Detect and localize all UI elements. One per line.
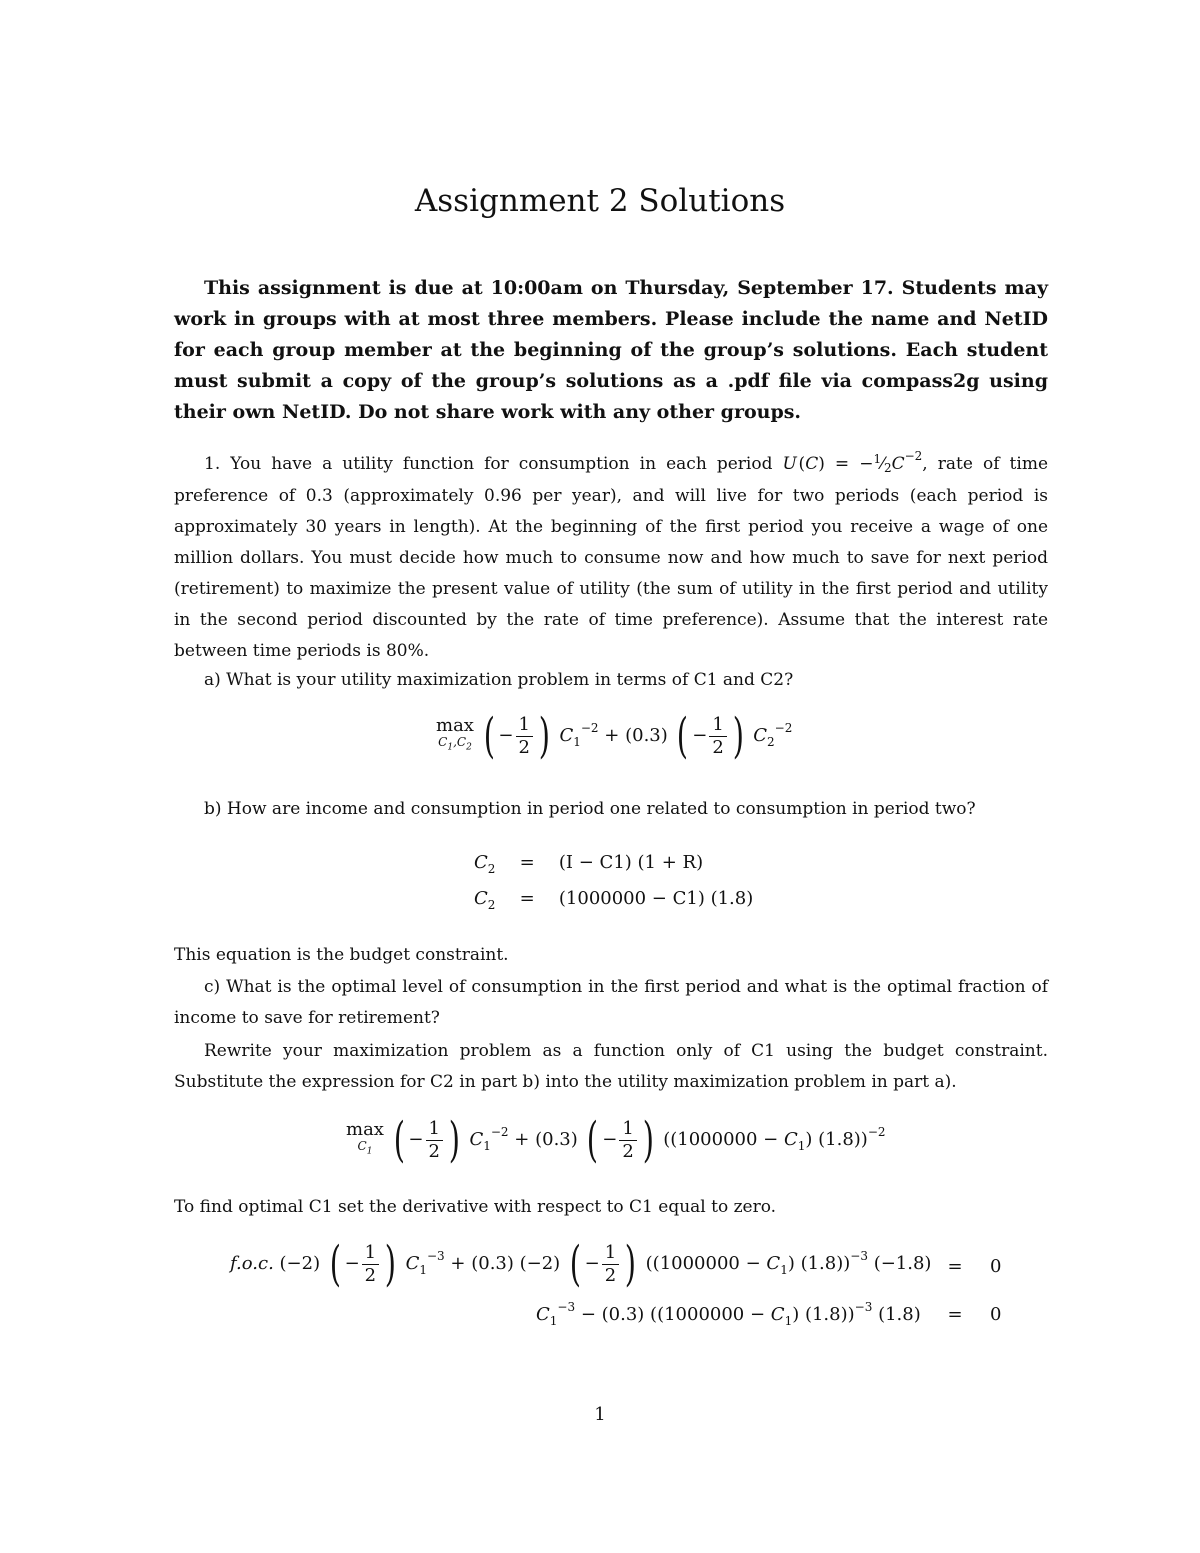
page-title: Assignment 2 Solutions (414, 183, 786, 219)
question-c-text: c) What is the optimal level of consumption in the first period and what is the optimal fraction of income to save for retirement? (174, 977, 1048, 1028)
foc-equation-1: f.o.c. (−2) ( − $\frac{1}{2}$ ) $C_1^{-3} + (0.3)$ (−2) ( − $\frac{1}{2}$ ) ($(1000000 - C_1)$ (1.8))$^{-3}$ (−1.8) (230, 1236, 932, 1292)
question-1-intro-rest: , rate of time preference of 0.3 (approximately 0.96 per year), and will live for two periods (each period is approximately 30 years in length). At the beginning of the first period you receive a wage of one million dollars. You must decide how much to consume now and how much to save for next period (retirement) to maximize the present value of utility (the sum of utility in the first period and utility in the second period discounted by the rate of time preference). Assume that the interest rate between time periods is 80%. (174, 454, 1049, 661)
foc-equation-2-zero: 0 (990, 1304, 1002, 1325)
foc-equation-1-zero: 0 (990, 1256, 1002, 1277)
budget-equation-1: $C_2 = (I - C1) (1 + R)$ (474, 852, 704, 876)
rewrite-paragraph (174, 1036, 1048, 1098)
foc-equation-2: $C_1^{-3} - (0.3) ((1000000 - C_1)$ (1.8))$^{-3}$ (1.8) (536, 1300, 921, 1328)
foc-intro (174, 1192, 1048, 1223)
question-c (174, 972, 1048, 1034)
foc-label: f.o.c. (230, 1253, 274, 1274)
question-b-text: b) How are income and consumption in period one related to consumption in period two? (204, 799, 976, 819)
question-1-text (174, 449, 1048, 667)
budget-equation-2: $C_2 = (1000000 - C1)$ (1.8) (474, 888, 754, 912)
foc-equation-2-rhs: = 0 (940, 1304, 1016, 1325)
utility-max-equation: max $C_1,C_2$ ( − $\frac{1}{2}$ ) $C_1^{-2} + (0.3)$ ( − $\frac{1}{2}$ ) $C_2^{-2}$ (436, 708, 793, 764)
assignment-notice: This assignment is due at 10:00am on Thursday, September 17. Students may work in groups with at most three members. Please include the name and NetID for each group member at the beginning of the group’s solutions. Each student must submit a copy of the group’s solutions as a .pdf file via compass2g using their own NetID. Do not share work with any other groups. (174, 277, 1048, 423)
rewrite-paragraph-text: Rewrite your maximization problem as a function only of C1 using the budget constraint. Substitute the expression for C2 in part b) into the utility maximization problem in part a). (174, 1041, 1048, 1092)
question-1-intro-start: 1. You have a utility function for consumption in each period (204, 454, 783, 474)
foc-intro-text: To find optimal C1 set the derivative with respect to C1 equal to zero. (174, 1197, 777, 1217)
budget-equation-2-rhs: (1000000 − C1) (1.8) (558, 888, 754, 909)
question-a (174, 665, 1048, 696)
substituted-max-equation: max $C_1$ ( − $\frac{1}{2}$ ) $C_1^{-2} + (0.3)$ ( − $\frac{1}{2}$ ) ($(1000000 - C_1)$ (1.8))$^{-2}$ (346, 1112, 886, 1168)
question-a-text: a) What is your utility maximization problem in terms of C1 and C2? (204, 670, 794, 690)
budget-note-text: This equation is the budget constraint. (174, 945, 509, 965)
foc-equation-1-rhs: = 0 (940, 1256, 1016, 1277)
question-b (174, 794, 1048, 825)
page-number: 1 (594, 1404, 606, 1425)
utility-function-formula: U $(C) = -^1⁄2C^{-2}$ (782, 449, 923, 475)
budget-note (174, 940, 1048, 971)
budget-equation-1-rhs: (I − C1) (1 + R) (558, 852, 704, 873)
